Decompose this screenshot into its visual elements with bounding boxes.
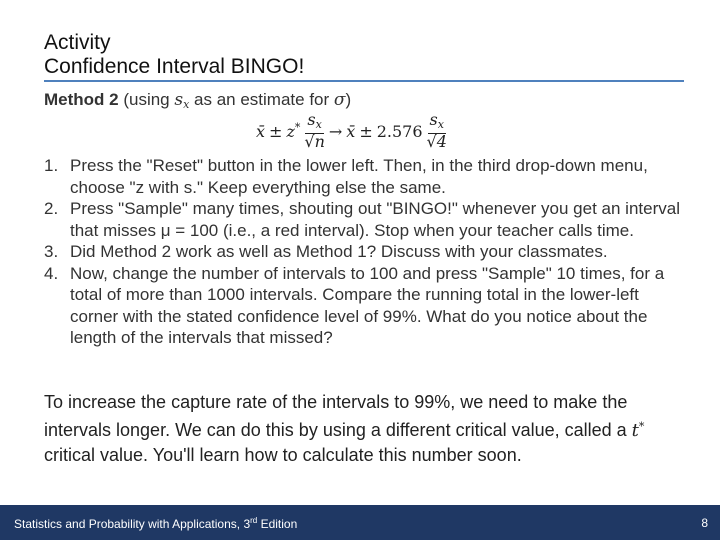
closing-paragraph: To increase the capture rate of the intervals to 99%, we need to make the intervals longer. We can do this by using a different critical value, called a t* critical value. You'll learn how to calculate this number soon. <box>44 392 645 465</box>
method-label: Method 2 <box>44 90 119 109</box>
pm-1: ± <box>269 121 283 141</box>
title-line-1: Activity <box>44 31 111 54</box>
steps-list <box>44 155 684 349</box>
method-text-mid: as an estimate for <box>189 90 334 109</box>
z-star: z* <box>286 121 301 141</box>
footer-book-title: Statistics and Probability with Applications, 3rd Edition <box>14 516 298 531</box>
xbar-2: x̄ <box>346 121 356 141</box>
sx-symbol: $s_x$ <box>174 90 190 111</box>
title-divider <box>44 80 684 82</box>
footer-bar <box>0 505 720 540</box>
method-heading <box>44 90 351 111</box>
list-item: 1. Press the "Reset" button in the lower left. Then, in the third drop-down menu, choose "z with s." Keep everything else the same. <box>44 156 648 197</box>
method-text-suffix: ) <box>345 90 352 109</box>
list-item: 2. Press "Sample" many times, shouting out "BINGO!" whenever you get an interval that misses μ = 100 (i.e., a red interval). Stop when your teacher calls time. <box>44 199 680 240</box>
sigma-symbol: σ <box>333 90 346 110</box>
pm-2: ± <box>359 121 373 141</box>
fraction-2: $\frac{s_x}{√4}$ <box>426 110 447 151</box>
list-item: 4. Now, change the number of intervals to 100 and press "Sample" 10 times, for a total of more than 1000 intervals. Compare the running total in the lower-left corner with the stated confidence level of 99%. What do you notice about the length of the intervals that missed? <box>44 263 665 347</box>
method-text-prefix: (using <box>118 90 175 109</box>
arrow: → <box>328 121 343 141</box>
title-line-2: Confidence Interval BINGO! <box>44 55 305 78</box>
page-number: 8 <box>701 516 708 530</box>
fraction-1: $\frac{s_x}{√n}$ <box>304 110 325 151</box>
t-star: t* <box>631 419 645 441</box>
slide-title <box>44 31 684 79</box>
confidence-interval-formula <box>256 110 476 152</box>
list-item: 3. Did Method 2 work as well as Method 1? Discuss with your classmates. <box>44 242 608 261</box>
coefficient: 2.576 <box>376 121 423 141</box>
xbar-1: x̄ <box>256 121 266 141</box>
